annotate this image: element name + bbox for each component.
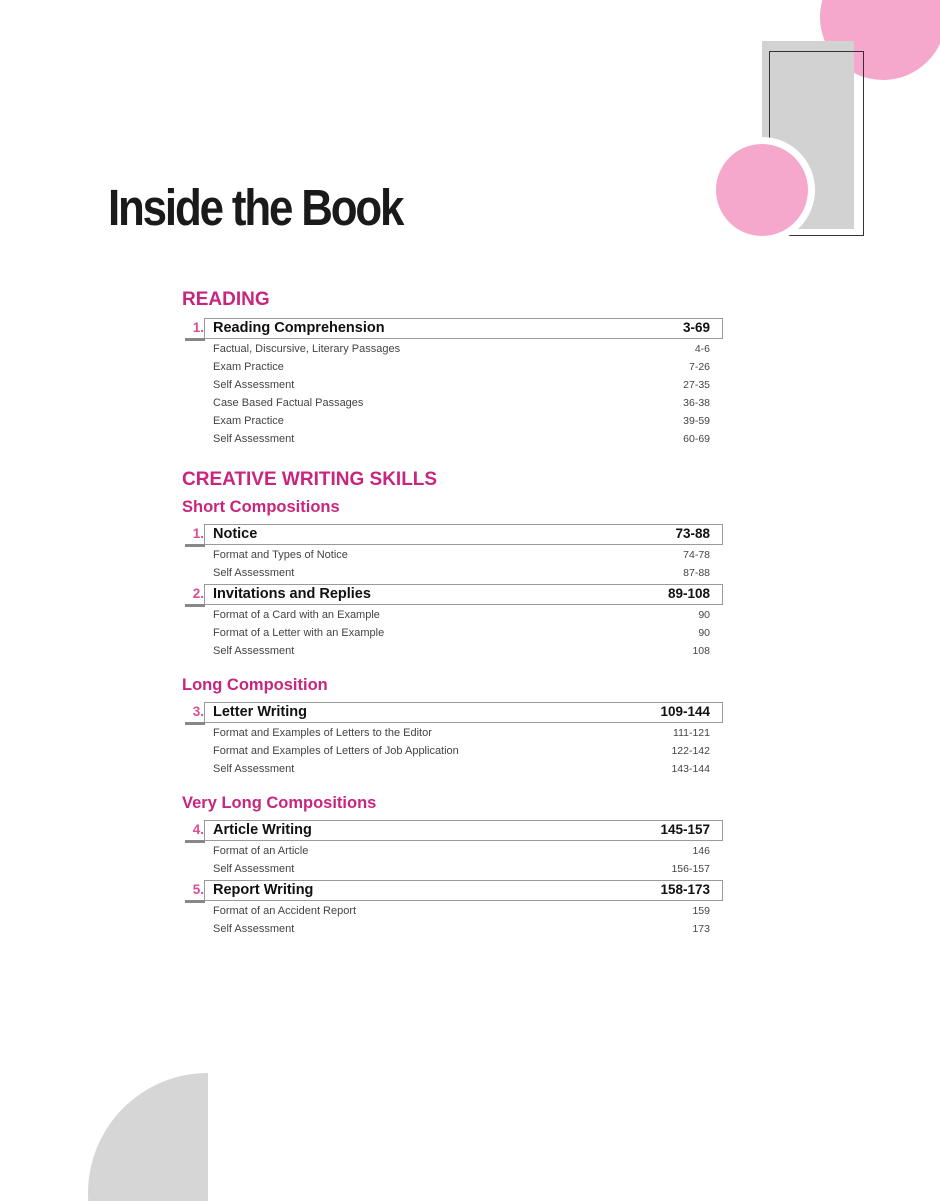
chapter-title: Report Writing <box>213 882 314 898</box>
entry-title: Format of a Card with an Example <box>213 609 380 621</box>
entry-title: Self Assessment <box>213 923 295 935</box>
entry-title: Exam Practice <box>213 361 284 373</box>
entry-pages: 90 <box>698 609 710 621</box>
toc-entry[interactable] <box>182 742 742 760</box>
chapter-title: Invitations and Replies <box>213 586 371 602</box>
chapter-pages: 109-144 <box>660 704 710 719</box>
subsection-heading: Long Composition <box>182 676 328 694</box>
entry-pages: 90 <box>698 627 710 639</box>
toc-entry[interactable] <box>182 564 742 582</box>
entry-title: Format and Types of Notice <box>213 549 348 561</box>
toc-entry[interactable] <box>182 546 742 564</box>
chapter-pages: 158-173 <box>660 882 710 897</box>
toc-entry[interactable] <box>182 724 742 742</box>
entry-pages: 173 <box>692 923 710 935</box>
entry-title: Format and Examples of Letters of Job Application <box>213 745 459 757</box>
entry-title: Format and Examples of Letters to the Editor <box>213 727 432 739</box>
spacer <box>182 518 742 522</box>
toc-entry[interactable] <box>182 842 742 860</box>
entry-title: Self Assessment <box>213 863 295 875</box>
toc-entry[interactable] <box>182 430 742 448</box>
entry-title: Format of an Article <box>213 845 309 857</box>
chapter-pages: 3-69 <box>682 320 710 335</box>
section-heading: READING <box>182 289 270 310</box>
chapter-number: 4. <box>192 822 204 837</box>
entry-pages: 108 <box>692 645 710 657</box>
chapter-row[interactable] <box>182 584 742 606</box>
chapter-number: 3. <box>192 704 204 719</box>
entry-title: Case Based Factual Passages <box>213 397 364 409</box>
subsection-heading: Short Compositions <box>182 498 340 516</box>
entry-pages: 36-38 <box>683 397 710 409</box>
chapter-number: 1. <box>192 320 204 335</box>
toc-entry[interactable] <box>182 376 742 394</box>
table-of-contents <box>182 288 742 938</box>
toc-entry[interactable] <box>182 394 742 412</box>
toc-entry[interactable] <box>182 920 742 938</box>
chapter-title: Notice <box>213 526 258 542</box>
subsection-heading: Very Long Compositions <box>182 794 377 812</box>
entry-title: Self Assessment <box>213 433 295 445</box>
entry-title: Format of an Accident Report <box>213 905 357 917</box>
entry-pages: 87-88 <box>683 567 710 579</box>
page-title: Inside the Book <box>108 179 403 236</box>
chapter-row[interactable] <box>182 820 742 842</box>
chapter-row[interactable] <box>182 318 742 340</box>
toc-entry[interactable] <box>182 860 742 878</box>
chapter-row[interactable] <box>182 880 742 902</box>
chapter-pages: 89-108 <box>667 586 710 601</box>
toc-entry[interactable] <box>182 358 742 376</box>
chapter-title: Reading Comprehension <box>213 320 385 336</box>
chapter-title: Letter Writing <box>213 704 307 720</box>
spacer <box>182 312 742 316</box>
chapter-number: 1. <box>192 526 204 541</box>
entry-pages: 27-35 <box>683 379 710 391</box>
entry-title: Self Assessment <box>213 763 295 775</box>
entry-title: Exam Practice <box>213 415 284 427</box>
chapter-number: 5. <box>192 882 204 897</box>
chapter-row[interactable] <box>182 524 742 546</box>
entry-pages: 60-69 <box>683 433 710 445</box>
entry-title: Factual, Discursive, Literary Passages <box>213 343 401 355</box>
chapter-row[interactable] <box>182 702 742 724</box>
toc-entry[interactable] <box>182 412 742 430</box>
toc-entry[interactable] <box>182 902 742 920</box>
spacer <box>182 696 742 700</box>
entry-pages: 39-59 <box>683 415 710 427</box>
entry-pages: 156-157 <box>671 863 710 875</box>
pink-circle-decoration <box>716 144 808 236</box>
entry-pages: 4-6 <box>694 343 710 355</box>
entry-title: Self Assessment <box>213 645 295 657</box>
entry-pages: 122-142 <box>671 745 710 757</box>
chapter-box <box>204 524 723 545</box>
entry-pages: 7-26 <box>688 361 710 373</box>
gray-half-circle-decoration <box>88 1073 208 1201</box>
toc-entry[interactable] <box>182 340 742 358</box>
entry-pages: 143-144 <box>671 763 710 775</box>
entry-pages: 159 <box>692 905 710 917</box>
entry-title: Self Assessment <box>213 567 295 579</box>
section-heading: CREATIVE WRITING SKILLS <box>182 469 438 490</box>
chapter-pages: 73-88 <box>675 526 710 541</box>
entry-pages: 111-121 <box>673 727 710 739</box>
chapter-title: Article Writing <box>213 822 312 838</box>
toc-entry[interactable] <box>182 642 742 660</box>
entry-title: Format of a Letter with an Example <box>213 627 385 639</box>
chapter-pages: 145-157 <box>660 822 710 837</box>
entry-pages: 146 <box>692 845 710 857</box>
chapter-number: 2. <box>192 586 204 601</box>
spacer <box>182 814 742 818</box>
entry-title: Self Assessment <box>213 379 295 391</box>
toc-entry[interactable] <box>182 606 742 624</box>
toc-entry[interactable] <box>182 624 742 642</box>
entry-pages: 74-78 <box>683 549 710 561</box>
toc-entry[interactable] <box>182 760 742 778</box>
